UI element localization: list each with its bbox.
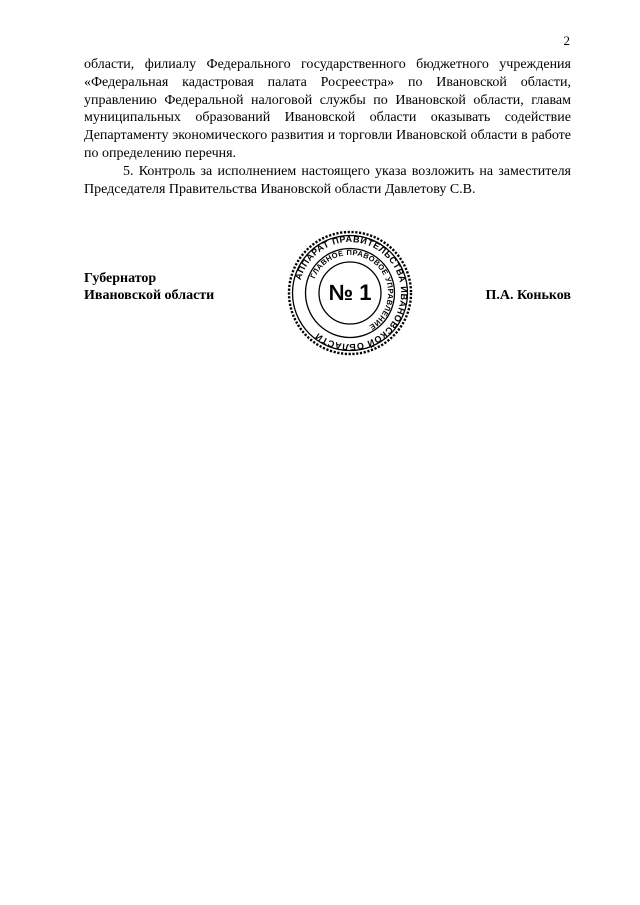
page-number: 2 bbox=[563, 33, 570, 48]
paragraph-control-clause: 5. Контроль за исполнением настоящего указа возложить на заместителя Председателя Правительства Ивановской области Давлетову С.В. bbox=[84, 163, 571, 197]
signatory-title-line-1: Губернатор bbox=[84, 271, 157, 286]
signatory-title bbox=[84, 270, 214, 304]
seal-ring-text: АППАРАТ ПРАВИТЕЛЬСТВА ИВАНОВСКОЙ ОБЛАСТИ bbox=[292, 233, 410, 353]
signatory-name: П.А. Коньков bbox=[485, 288, 571, 303]
signatory-title-line-2: Ивановской области bbox=[84, 288, 215, 303]
official-seal bbox=[286, 229, 414, 357]
seal-number: № 1 bbox=[328, 280, 372, 305]
seal-inner-text: ГЛАВНОЕ ПРАВОВОЕ УПРАВЛЕНИЕ bbox=[308, 247, 396, 332]
paragraph-continuation: области, филиалу Федерального государственного бюджетного учреждения «Федеральная кадастровая палата Росреестра» по Ивановской области, управлению Федеральной налоговой службы по Ивановской области, главам муниципальных образований Ивановской области оказывать содействие Департаменту экономического развития и торговли Ивановской области в работе по определению перечня. bbox=[84, 57, 571, 161]
body-text bbox=[84, 56, 571, 198]
